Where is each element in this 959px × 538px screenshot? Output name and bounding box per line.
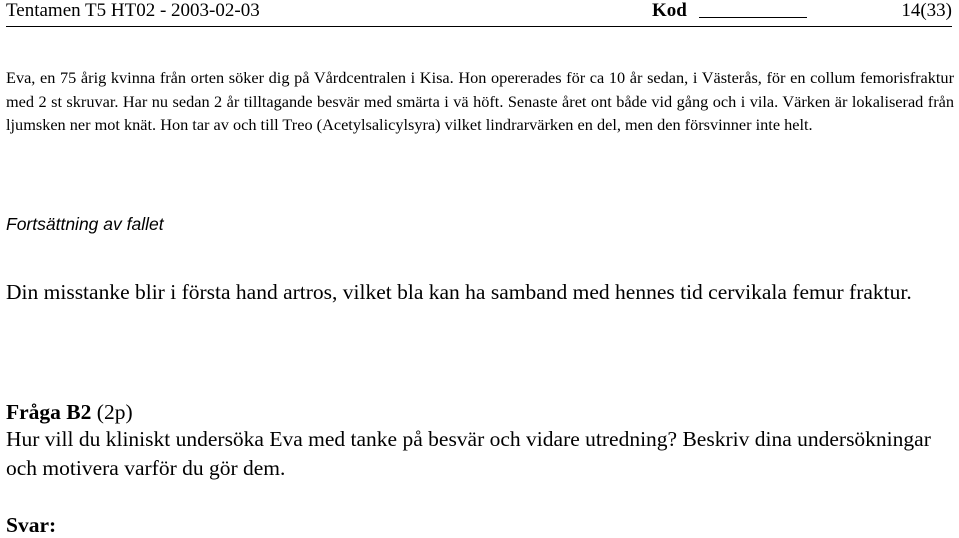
exam-title: Tentamen T5 HT02 - 2003-02-03 xyxy=(6,0,260,21)
question-text: Hur vill du kliniskt undersöka Eva med tanke på besvär och vidare utredning? Beskriv dina undersökningar och motivera varför du gör dem. xyxy=(6,427,931,480)
kod-underline xyxy=(699,17,807,18)
continuation-text: Din misstanke blir i första hand artros, vilket bla kan ha samband med hennes tid cervikala femur fraktur. xyxy=(6,280,912,304)
continuation-heading: Fortsättning av fallet xyxy=(6,214,164,234)
kod-label: Kod xyxy=(652,0,687,21)
question-points: (2p) xyxy=(96,400,133,424)
answer-label: Svar: xyxy=(6,513,57,537)
case-intro: Eva, en 75 årig kvinna från orten söker dig på Vårdcentralen i Kisa. Hon opererades för ca 10 år sedan, i Västerås, för en collum femorisfraktur med 2 st skruvar. Har nu sedan 2 år tilltagande besvär med smärta i vä höft. Senaste året ont både vid gång och i vila. Värken är lokaliserad från ljumsken ner mot knät. Hon tar av och till Treo (Acetylsalicylsyra) vilket lindrarvärken en del, men den försvinner inte helt. xyxy=(6,68,954,134)
page-header xyxy=(6,0,952,27)
page-number: 14(33) xyxy=(901,0,952,21)
question-label: Fråga B2 xyxy=(6,400,92,424)
question-heading xyxy=(6,398,133,426)
